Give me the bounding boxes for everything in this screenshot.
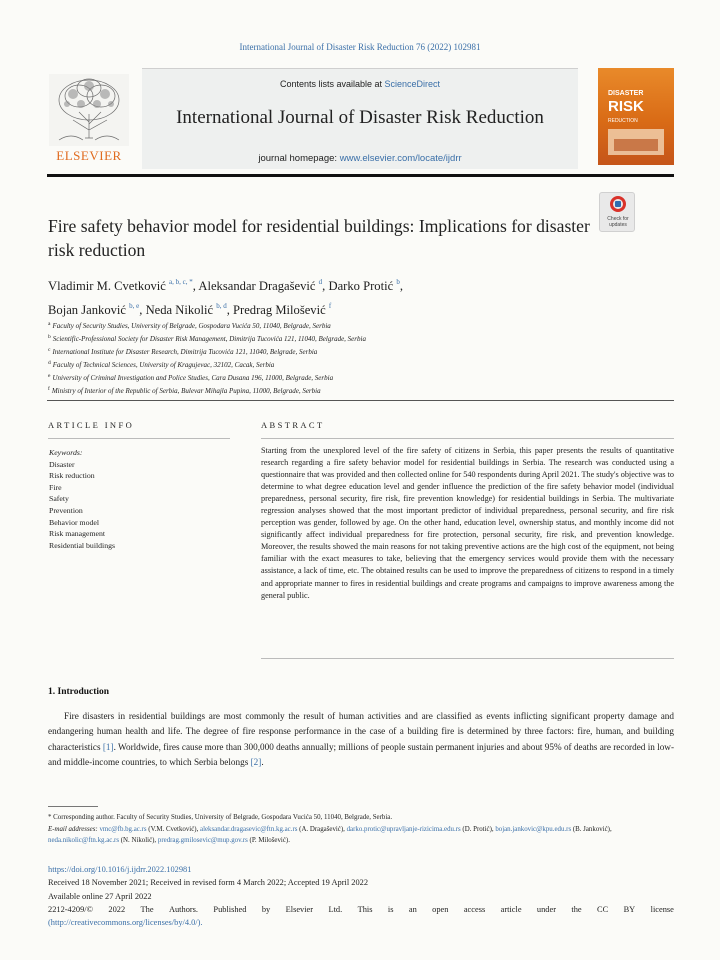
elsevier-logo[interactable] — [49, 74, 129, 166]
abstract-heading: ABSTRACT — [261, 420, 325, 430]
license-word: is — [387, 904, 394, 914]
email-owner: (B. Janković), — [571, 825, 612, 833]
author-affiliation-marks[interactable]: f — [328, 302, 332, 310]
keyword: Risk reduction — [49, 471, 95, 481]
cover-image-detail — [614, 139, 658, 151]
sciencedirect-link[interactable]: ScienceDirect — [384, 79, 441, 89]
homepage-prefix: journal homepage: — [258, 153, 340, 164]
abstract-rule — [261, 438, 674, 439]
journal-name: International Journal of Disaster Risk Reduction — [176, 107, 544, 128]
intro-text-part: . Worldwide, fires cause more than 300,000 deaths annually; millions of people sustain permanent injuries and about 95% of deaths are recorded in low- and middle-income countries, to which Serbia belongs — [48, 741, 675, 768]
license-word: Elsevier — [285, 904, 314, 914]
elsevier-tree-icon — [49, 74, 129, 146]
affiliation-text: University of Criminal Investigation and Police Studies, Cara Dusana 196, 11000, Belgrade, Serbia — [52, 374, 334, 382]
contents-line — [142, 79, 578, 89]
section-heading-introduction: 1. Introduction — [48, 687, 110, 697]
email-link[interactable]: predrag.gmilosevic@mup.gov.rs — [157, 837, 248, 845]
email-owner: (N. Nikolić), — [119, 837, 158, 845]
license-word: access — [463, 904, 486, 914]
license-word: the — [571, 904, 582, 914]
email-link[interactable]: darko.protic@upravljanje-rizicima.edu.rs — [346, 825, 461, 833]
author-affiliation-marks[interactable]: b, e — [129, 302, 140, 310]
affiliation-mark: c — [48, 347, 51, 353]
affiliation — [48, 319, 668, 332]
affiliation-text: International Institute for Disaster Research, Dimitrija Tucovića 121, 11040, Belgrade, Serbia — [52, 348, 318, 356]
license-word: Ltd. — [328, 904, 343, 914]
cover-subtitle: REDUCTION — [608, 118, 638, 124]
authors-line-2: Bojan Janković $^{b, e}$, Neda Nikolić $^{b, d}$, Predrag Milošević $^f$ — [48, 302, 332, 317]
header-rule — [47, 174, 674, 177]
reference-link[interactable]: [2] — [250, 757, 262, 768]
author-name[interactable]: Vladimir M. Cvetković — [48, 279, 166, 293]
author-name[interactable]: Neda Nikolić — [145, 303, 214, 317]
keyword: Disaster — [49, 459, 75, 469]
license-word: Authors. — [168, 904, 199, 914]
license-word: The — [140, 904, 154, 914]
keyword: Prevention — [49, 505, 83, 515]
keyword: Behavior model — [49, 517, 100, 527]
affiliation-mark: f — [48, 386, 50, 392]
received-dates: Received 18 November 2021; Received in revised form 4 March 2022; Accepted 19 April 2022 — [48, 878, 369, 888]
keywords-list — [49, 447, 115, 551]
license-word: 2022 — [108, 904, 126, 914]
author-affiliation-marks[interactable]: b, d — [216, 302, 227, 310]
affiliation — [48, 332, 668, 345]
cover-big-title: RISK — [608, 98, 644, 115]
keywords-label: Keywords: — [49, 448, 83, 457]
author-name[interactable]: Aleksandar Dragašević — [198, 279, 316, 293]
author-list — [48, 272, 648, 320]
available-online: Available online 27 April 2022 — [48, 891, 152, 901]
email-addresses — [48, 824, 674, 847]
emails-label: E-mail addresses: — [48, 825, 98, 833]
abstract-text: Starting from the unexplored level of the fire safety of citizens in Serbia, this paper presents the results of quantitative research regarding a fire safety behavior model for residential buildings in Serbia. The research was conducted using a questionnaire that was provided and then collected online for 540 respondents during April 2021. The study's objective was to determine to what degree education level and gender influence the prediction of the fire safety behavior model (individual preparedness, personal security, fire risk, fire prevention knowledge) for residential buildings in Serbia. The multivariate regression analyses showed that the most important predictor of individual preparedness, personal security, and fire risk perception was gender, followed by age. On the other hand, education level, ownership status, and monthly income did not significantly affect individual preparedness for fire protection, personal security, fire risk, and prevention knowledge. Moreover, the results showed the main reasons for not taking preventive actions are the high cost of the equipment, not being familiar with the exact measures to take, believing that the emergency services would provide them with the necessary assistance, a lack of time, etc. The obtained results can be used to improve the preparedness of citizens to respond in a timely and appropriate manner to fires in residential buildings and create programs and campaigns to improve awareness among the general public. — [261, 446, 674, 600]
introduction-paragraph — [48, 709, 674, 771]
affiliation — [48, 358, 668, 371]
affiliation — [48, 345, 668, 358]
intro-text-part: . — [261, 757, 264, 768]
article-info-rule — [48, 438, 230, 439]
email-owner: (V.M. Cvetković), — [146, 825, 201, 833]
footnote-rule — [48, 806, 98, 807]
affiliation-text: Ministry of Interior of the Republic of Serbia, Bulevar Mihajla Pupina, 11000, Belgrade, Serbia — [51, 387, 321, 395]
license-word: open — [432, 904, 449, 914]
license-word: 2212-4209/© — [48, 904, 93, 914]
masthead-banner — [142, 68, 578, 169]
email-link[interactable]: bojan.jankovic@kpu.edu.rs — [495, 825, 572, 833]
article-front-matter — [48, 863, 674, 929]
email-link[interactable]: aleksandar.dragasevic@ftn.kg.ac.rs — [200, 825, 298, 833]
author-name[interactable]: Darko Protić — [328, 279, 394, 293]
author-name[interactable]: Predrag Milošević — [233, 303, 326, 317]
license-word: license — [650, 904, 674, 914]
affiliation-text: Faculty of Security Studies, University of Belgrade, Gospodara Vucića 50, 11040, Belgrade, Serbia — [52, 322, 331, 330]
homepage-line — [142, 153, 578, 164]
license-word: article — [500, 904, 522, 914]
intro-text-part: Fire disasters in residential buildings are most commonly the result of human activities and are classified as events inflicting significant property damage and endangering human health and life. The degree of fire response performance in the case of a building fire is determined by three factors: fire, human, and building characteristics — [48, 711, 674, 752]
bookmark-icon — [615, 201, 621, 207]
masthead — [47, 68, 674, 169]
affiliation-text: Faculty of Technical Sciences, University of Kragujevac, 32102, Cacak, Serbia — [52, 361, 275, 369]
email-link[interactable]: vmc@fb.bg.ac.rs — [99, 825, 147, 833]
author-affiliation-marks[interactable]: d — [318, 278, 323, 286]
article-info-heading: ARTICLE INFO — [48, 420, 135, 430]
section-divider — [47, 400, 674, 401]
license-word: CC — [597, 904, 609, 914]
journal-cover-thumbnail[interactable] — [598, 68, 674, 165]
check-for-updates-button[interactable] — [599, 192, 635, 232]
corresponding-author-footnote — [48, 812, 674, 847]
license-word: an — [408, 904, 417, 914]
email-owner: (A. Dragašević), — [297, 825, 347, 833]
corresponding-author: * Corresponding author. Faculty of Security Studies, University of Belgrade, Gospodara Vucića 50, 11040, Belgrade, Serbia. — [48, 814, 393, 821]
author-affiliation-marks[interactable]: b — [396, 278, 400, 286]
reference-link[interactable]: [1] — [102, 741, 114, 752]
affiliation-mark: e — [48, 373, 51, 379]
journal-citation[interactable]: International Journal of Disaster Risk Reduction 76 (2022) 102981 — [239, 42, 481, 52]
keyword: Safety — [49, 494, 69, 504]
elsevier-wordmark: ELSEVIER — [56, 148, 122, 163]
affiliation-mark: b — [48, 334, 51, 340]
email-link[interactable]: neda.nikolic@ftn.kg.ac.rs — [48, 837, 120, 845]
affiliation-text: Scientific-Professional Society for Disaster Risk Management, Dimitrija Tucovića 121, 11040, Belgrade, Serbia — [52, 335, 366, 343]
affiliation-mark: d — [48, 360, 51, 366]
keyword: Residential buildings — [49, 540, 116, 550]
journal-homepage-link[interactable]: www.elsevier.com/locate/ijdrr — [339, 153, 462, 164]
license-word: under — [536, 904, 556, 914]
affiliation — [48, 384, 668, 397]
contents-prefix: Contents lists available at — [279, 79, 385, 89]
author-affiliation-marks[interactable]: a, b, c, * — [169, 278, 193, 286]
author-name[interactable]: Bojan Janković — [48, 303, 126, 317]
email-owner: (P. Milošević). — [247, 837, 290, 845]
license-line — [48, 903, 674, 916]
keyword: Fire — [49, 482, 62, 492]
license-word: Published — [213, 904, 247, 914]
doi-link[interactable]: https://doi.org/10.1016/j.ijdrr.2022.102981 — [48, 865, 192, 874]
authors-line-1: Vladimir M. Cvetković $^{a, b, c, *}$, Aleksandar Dragašević $^d$, Darko Protić $^b$, — [48, 278, 403, 293]
cover-small-title: DISASTER — [608, 90, 644, 97]
license-word: BY — [623, 904, 636, 914]
abstract-end-rule — [261, 658, 674, 659]
license-word: This — [357, 904, 373, 914]
license-word: by — [261, 904, 271, 914]
email-owner: (D. Protić), — [460, 825, 496, 833]
affiliations — [48, 319, 668, 397]
article-title: Fire safety behavior model for residential buildings: Implications for disaster risk reduction — [48, 216, 590, 260]
affiliation-mark: a — [48, 321, 51, 327]
affiliation — [48, 371, 668, 384]
keyword: Risk management — [49, 529, 106, 539]
check-updates-label: Check for updates — [607, 216, 629, 228]
license-link[interactable]: (http://creativecommons.org/licenses/by/4.0/). — [48, 918, 203, 928]
